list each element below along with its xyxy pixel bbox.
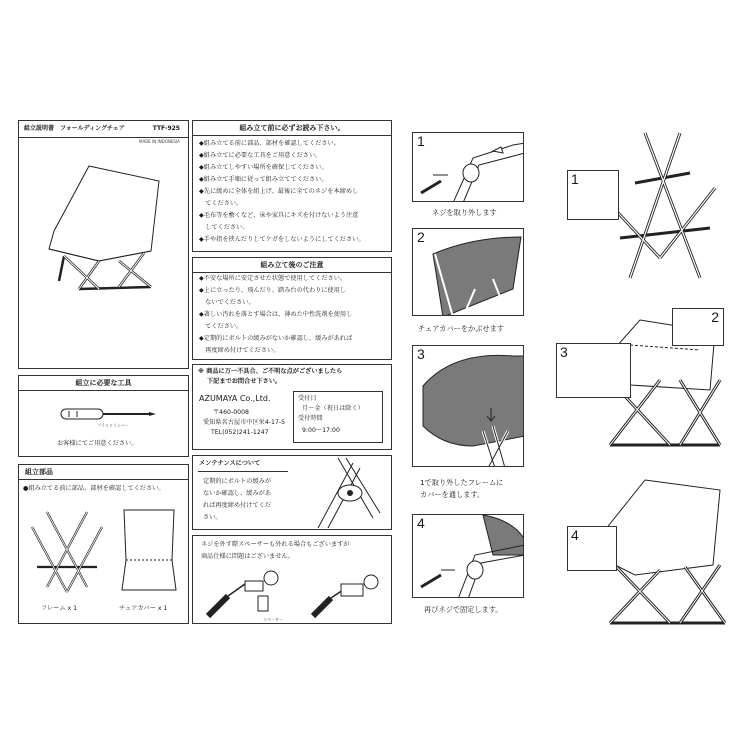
right-num-3: 3 [560, 344, 568, 360]
maintenance-title: メンテナンスについて [199, 460, 261, 467]
step-4-caption: 再びネジで固定します。 [424, 605, 503, 614]
step-4-illustration [412, 514, 524, 598]
chair-illustration [39, 161, 179, 291]
product-model: TTF-925 [152, 125, 180, 132]
before-item: ◆組み立てに必要な工具をご用意ください。 [199, 152, 322, 159]
step-3-caption: 1で取り外したフレームに [420, 478, 504, 487]
before-assembly-panel [192, 120, 392, 252]
after-item: ◆不安な場所に安定させた状態で使用してください。 [199, 275, 347, 282]
parts-panel [18, 464, 189, 624]
step-4-drawing [413, 515, 524, 598]
after-item: 再度締め付けてください。 [199, 347, 280, 354]
spacer-note: ネジを外す際スペーサーも外れる場合もございますが [201, 541, 350, 548]
after-assembly-list [199, 273, 352, 357]
right-callout-1 [567, 170, 619, 220]
maintenance-text [203, 476, 271, 524]
parts-title: 組立部品 [19, 465, 188, 480]
hours-days: 月～金（祝日は除く） [302, 405, 364, 412]
spacer-panel [192, 535, 392, 624]
step-3-number: 3 [417, 346, 425, 362]
step-1-number: 1 [417, 133, 425, 149]
tools-title: 組立に必要な工具 [19, 376, 188, 391]
step-2-caption: チェアカバーをかぶせます [418, 324, 504, 333]
parts-intro: ●組み立てる前に部品、部材を確認してください。 [23, 485, 165, 492]
telephone: TEL(052)241-1247 [211, 429, 269, 436]
made-in-label: MADE IN INDONESIA [139, 139, 180, 144]
before-item: ◆組み立て手順に従って組み立ててください。 [199, 176, 328, 183]
before-item: てください。 [199, 200, 243, 207]
maintenance-line: れば再度締め付けてくだ [203, 502, 272, 509]
tools-panel [18, 375, 189, 457]
after-item: ◆上に立ったり、飛んだり、踏み台の代わりに使用し [199, 287, 347, 294]
hours-box [293, 391, 383, 443]
before-item: してください。 [199, 224, 249, 231]
right-num-4: 4 [571, 527, 579, 543]
step-1-caption: ネジを取り外します [432, 208, 497, 217]
after-item: ◆定期的にボルトの緩みがないか確認し、緩みがあれば [199, 335, 353, 342]
before-item: ◆組み立てしやすい場所を確保してください。 [199, 164, 328, 171]
contact-panel [192, 364, 392, 450]
frame-illustration [27, 507, 107, 597]
hours-days-title: 受付日 [298, 395, 317, 402]
cover-label: チェアカバー x 1 [119, 605, 168, 612]
product-panel [18, 120, 189, 369]
cover-illustration [114, 505, 184, 595]
before-item: ◆先に緩めに全体を組上げ、最後に全てのネジを本締めし [199, 188, 359, 195]
step-3-drawing [413, 346, 524, 467]
step-1-drawing [413, 133, 524, 202]
step-1-illustration [412, 132, 524, 202]
contact-note-2: 下記までお問合せ下さい。 [207, 378, 282, 385]
hours-time-title: 受付時間 [298, 415, 323, 422]
company-name: AZUMAYA Co.,Ltd. [199, 394, 271, 403]
after-item: ◆著しい汚れを落とす場合は、薄めた中性洗剤を使用し [199, 311, 353, 318]
product-title: 組立説明書 フォールディングチェア [24, 125, 125, 132]
spacer-illustration [203, 566, 383, 621]
maintenance-line: 定期的にボルトの緩みが [203, 478, 272, 485]
contact-note: ※ 商品に万一不具合、ご不明な点がございましたら [198, 368, 343, 375]
after-assembly-title: 組み立て後のご注意 [193, 258, 391, 273]
right-callout-3 [556, 343, 631, 398]
step-2-number: 2 [417, 229, 425, 245]
address: 愛知県名古屋市中区栄4-17-5 [203, 419, 286, 426]
after-assembly-panel [192, 257, 392, 360]
step-4-number: 4 [417, 515, 425, 531]
frame-label: フレーム x 1 [41, 605, 78, 612]
before-assembly-title: 組み立て前に必ずお読み下さい。 [193, 121, 391, 136]
tool-name: プラスドライバー [97, 423, 129, 428]
spacer-label: スペーサー [263, 617, 283, 622]
step-2-drawing [413, 229, 524, 316]
postal-code: 〒460-0008 [213, 409, 249, 416]
right-num-1: 1 [571, 171, 579, 187]
right-callout-2 [672, 308, 724, 346]
right-callout-4 [567, 526, 617, 571]
maintenance-panel [192, 455, 392, 530]
before-item: ◆組み立てる前に部品、部材を確認してください。 [199, 140, 340, 147]
step-3-illustration [412, 345, 524, 467]
right-num-2: 2 [711, 309, 719, 325]
hours-time: 9:00～17:00 [302, 427, 340, 434]
step-2-illustration [412, 228, 524, 316]
after-item: ないでください。 [199, 299, 255, 306]
after-item: てください。 [199, 323, 243, 330]
step-3-caption-2: カバーを通します。 [420, 490, 485, 499]
maintenance-line: ないか確認し、緩みがあ [203, 490, 272, 497]
before-item: ◆手や指を挟んだりしてケガをしないようにしてください。 [199, 236, 365, 243]
tools-note: お客様にてご用意ください。 [57, 440, 138, 447]
bolt-joint-illustration [298, 458, 390, 528]
before-item: ◆毛布等を敷くなど、床や家具にキズを付けないよう注意 [199, 212, 359, 219]
maintenance-line: さい。 [203, 514, 222, 521]
spacer-note-2: 商品仕様に問題はございません。 [201, 553, 295, 560]
before-assembly-list [199, 138, 365, 246]
